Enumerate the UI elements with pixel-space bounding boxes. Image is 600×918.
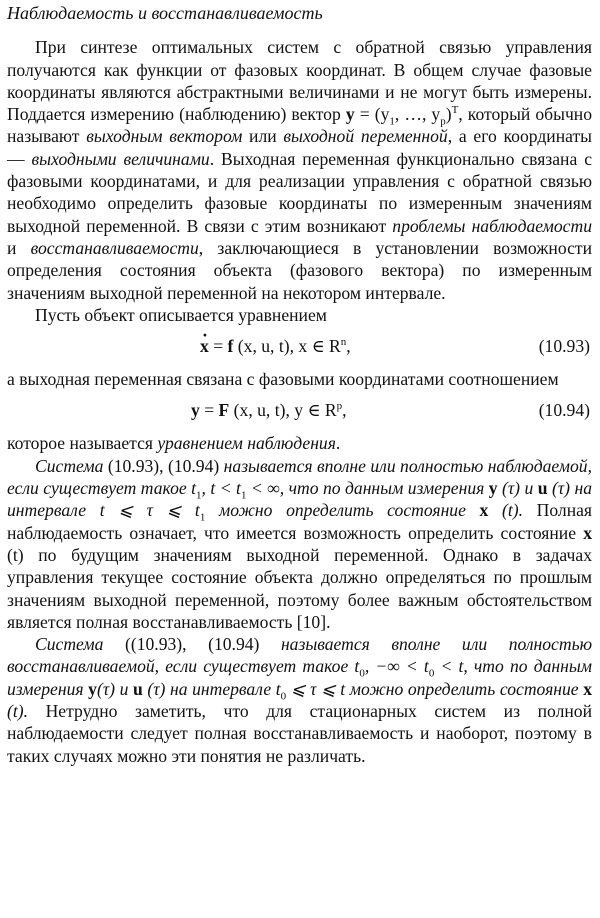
paragraph-restorability-definition <box>7 633 592 767</box>
vector-x: x <box>583 522 592 543</box>
term: проблемы наблюдаемости <box>392 215 592 236</box>
text: или <box>242 126 284 147</box>
text: При синтезе оптимальных систем с обратной связью управления получаются как функции от фазовых координат. В общем случае фазовые координаты являются абстрактными величинами и не могут быть измерены. Поддается измерению (наблюдению) вектор <box>7 37 592 125</box>
subscript: 1 <box>389 115 395 128</box>
text: , t < t <box>201 478 241 499</box>
text: и <box>7 237 31 258</box>
text: Система <box>35 634 104 655</box>
equation-number: (10.93) <box>538 336 590 357</box>
text: (x, u, t), <box>229 400 295 421</box>
text: (x, u, t), <box>233 336 299 357</box>
equation-formula <box>191 399 347 421</box>
text: (τ) и <box>96 678 133 699</box>
superscript: p <box>336 400 343 413</box>
term: восстанавливаемости <box>30 237 199 258</box>
text: , <box>346 336 351 357</box>
vector-u: u <box>537 478 548 499</box>
vector-x: x <box>583 678 593 699</box>
vector-y: y <box>345 104 355 125</box>
text: . Выходная переменная функционально связана с фазовыми координатами, и для реализации управления с обратной связью необходимо определить фазовые координаты по измеренным значениям выходной переменной. В связи с этим возникают <box>7 148 593 236</box>
text: y ∈ R <box>294 400 337 421</box>
vector-y: y <box>88 678 97 699</box>
text: Нетрудно заметить, что для стационарных систем из полной наблюдаемости следует полная восстанавливаемость и наоборот, поэтому в таких случаях можно эти понятия не различать. <box>7 701 592 766</box>
text: Система <box>35 455 104 476</box>
subscript: 0 <box>428 667 435 680</box>
subscript: 1 <box>240 489 247 502</box>
text: , −∞ < t <box>364 656 429 677</box>
text: (τ) и <box>497 478 538 499</box>
subscript: 0 <box>359 667 365 680</box>
function-f: f <box>227 336 234 357</box>
text: x ∈ R <box>298 336 341 357</box>
term: выходными величинами <box>31 148 210 169</box>
paragraph-output-intro: а выходная переменная связана с фазовыми координатами соотношением <box>7 369 559 390</box>
text: (t) по будущим значениям выходной переменной. Однако в задачах управления текущее состояние объекта должно определяться по прошлым значениям выходной переменной, поэтому более важным обстоятельством является полная восстанавливаемость [10]. <box>7 544 592 632</box>
subscript: p <box>440 115 446 128</box>
vector-x: x <box>479 500 489 521</box>
text: < ∞, что по данным измерения <box>246 478 489 499</box>
text: ) <box>445 104 452 125</box>
text: = <box>208 336 228 357</box>
equation-10-94 <box>7 399 592 423</box>
text: ⩽ τ ⩽ t можно определить состояние <box>286 678 584 699</box>
equation-10-93 <box>7 335 592 359</box>
text: , который обычно называют <box>7 104 593 147</box>
text: (τ) на интервале t ⩽ τ ⩽ t <box>7 478 592 521</box>
text: называется вполне или полностью восстанавливаемой, если существует такое t <box>7 634 592 677</box>
subscript: 1 <box>196 489 202 502</box>
term: выходным вектором <box>86 126 243 147</box>
vector-y: y <box>191 400 200 421</box>
text: (t). <box>7 701 29 722</box>
paragraph-object-equation-intro: Пусть объект описывается уравнением <box>35 304 327 325</box>
term: уравнением наблюдения <box>157 433 336 454</box>
paragraph-observability-intro <box>7 36 592 304</box>
text: = <box>199 400 219 421</box>
text: . <box>335 433 341 454</box>
text: называется вполне или полностью наблюдаемой, если существует такое t <box>7 455 593 499</box>
subscript: 0 <box>280 690 287 703</box>
x-dot: · x <box>200 335 209 357</box>
text: , заключающиеся в установлении возможности определения состояния объекта (фазового вектора) по измеренным значениям выходной переменной на некотором интервале. <box>7 237 592 303</box>
term: выходной переменной <box>283 126 448 147</box>
superscript: n <box>340 336 347 349</box>
text: ((10.93), (10.94) <box>103 634 281 655</box>
text: которое называется <box>7 433 158 454</box>
text: , <box>342 400 347 421</box>
section-heading: Наблюдаемость и восстанавливаемость <box>7 3 323 23</box>
text: (t). <box>488 500 523 521</box>
vector-y: y <box>488 478 498 499</box>
paragraph-observability-definition <box>7 455 592 633</box>
vector-u: u <box>132 678 143 699</box>
text: можно определить состояние <box>205 500 480 521</box>
text: , …, y <box>394 104 441 125</box>
equation-number: (10.94) <box>538 400 590 421</box>
subscript: 1 <box>199 511 206 524</box>
text: Полная наблюдаемость означает, что имеется возможность определить состояние <box>7 500 593 543</box>
function-F: F <box>218 400 230 421</box>
text: (10.93), (10.94) <box>103 455 224 476</box>
superscript: T <box>451 104 459 117</box>
text: (τ) на интервале t <box>142 678 281 699</box>
equation-formula <box>200 335 351 357</box>
text: < t, что по данным измерения <box>7 656 592 699</box>
text: , а его координаты — <box>7 126 592 169</box>
paragraph-observation-equation <box>7 432 592 454</box>
text: = (y <box>354 104 390 125</box>
